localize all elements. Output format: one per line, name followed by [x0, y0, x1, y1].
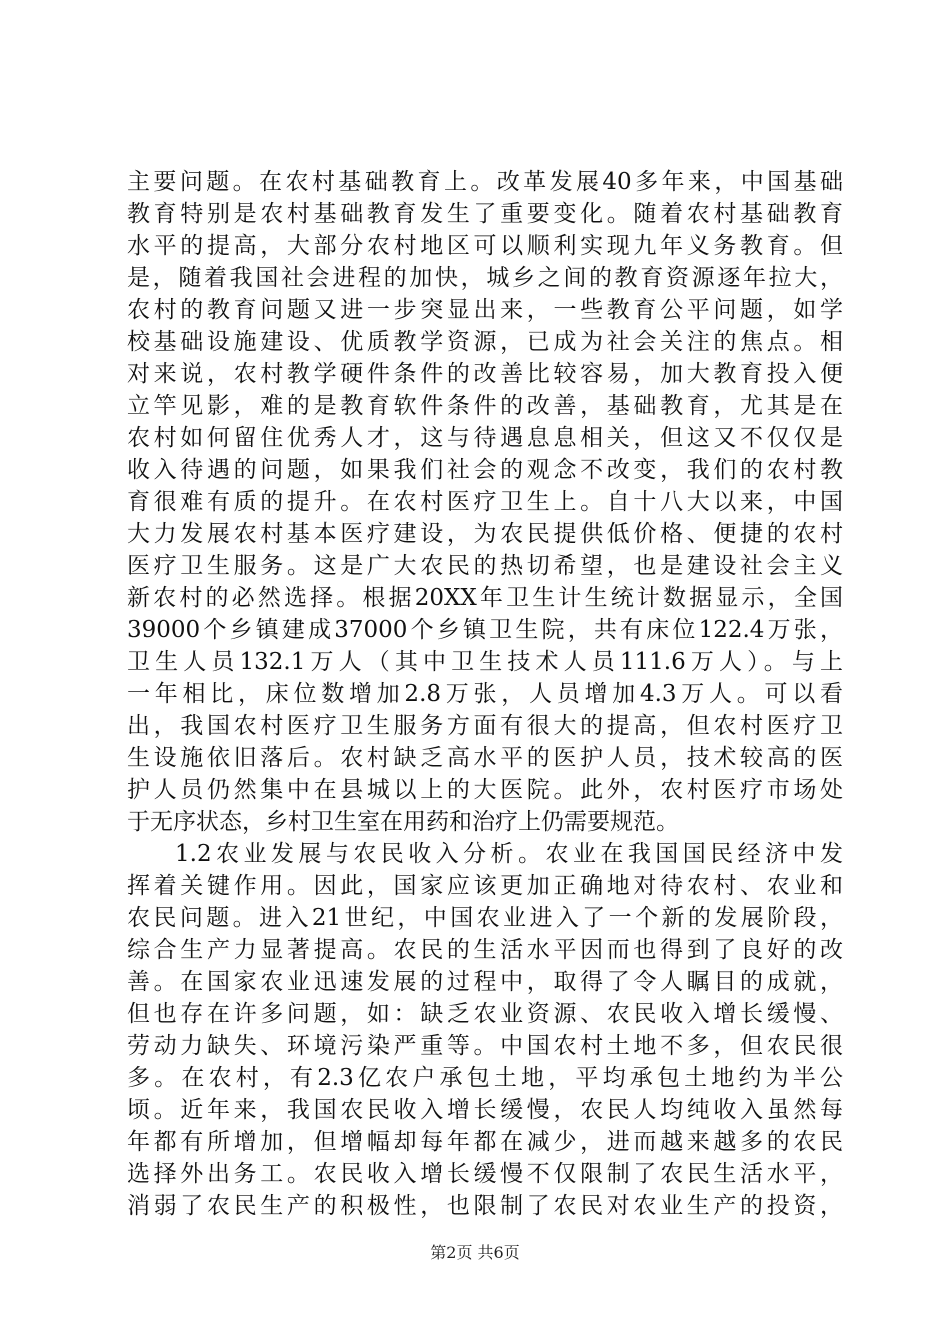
- text-line: 收入待遇的问题，如果我们社会的观念不改变，我们的农村教: [127, 457, 843, 483]
- body-text: [127, 166, 843, 1222]
- text-line: 但也存在许多问题，如：缺乏农业资源、农民收入增长缓慢、: [127, 1001, 843, 1027]
- text-line: 护人员仍然集中在县城以上的大医院。此外，农村医疗市场处: [127, 777, 843, 803]
- text-line: 劳动力缺失、环境污染严重等。中国农村土地不多，但农民很: [127, 1033, 843, 1059]
- text-line: 是，随着我国社会进程的加快，城乡之间的教育资源逐年拉大，: [127, 265, 843, 291]
- text-line: 水平的提高，大部分农村地区可以顺利实现九年义务教育。但: [127, 233, 843, 259]
- text-line: 卫生人员132.1万人（其中卫生技术人员111.6万人）。与上: [127, 649, 843, 675]
- text-line: 综合生产力显著提高。农民的生活水平因而也得到了良好的改: [127, 937, 843, 963]
- text-line: 年都有所增加，但增幅却每年都在减少，进而越来越多的农民: [127, 1129, 843, 1155]
- section-heading-line: 1.2农业发展与农民收入分析。农业在我国国民经济中发: [175, 841, 843, 867]
- text-line: 对来说，农村教学硬件条件的改善比较容易，加大教育投入便: [127, 361, 843, 387]
- text-line: 大力发展农村基本医疗建设，为农民提供低价格、便捷的农村: [127, 521, 843, 547]
- text-line: 出，我国农村医疗卫生服务方面有很大的提高，但农村医疗卫: [127, 713, 843, 739]
- text-line: 农民问题。进入21世纪，中国农业进入了一个新的发展阶段，: [127, 905, 843, 931]
- text-line: 农村如何留住优秀人才，这与待遇息息相关，但这又不仅仅是: [127, 425, 843, 451]
- text-line: 39000个乡镇建成37000个乡镇卫生院，共有床位122.4万张，: [127, 617, 843, 643]
- text-line: 选择外出务工。农民收入增长缓慢不仅限制了农民生活水平，: [127, 1161, 843, 1187]
- text-line: 顷。近年来，我国农民收入增长缓慢，农民人均纯收入虽然每: [127, 1097, 843, 1123]
- text-line: 于无序状态，乡村卫生室在用药和治疗上仍需要规范。: [127, 809, 679, 835]
- text-line: 育很难有质的提升。在农村医疗卫生上。自十八大以来，中国: [127, 489, 843, 515]
- text-line: 生设施依旧落后。农村缺乏高水平的医护人员，技术较高的医: [127, 745, 843, 771]
- text-line: 农村的教育问题又进一步突显出来，一些教育公平问题，如学: [127, 297, 843, 323]
- text-line: 挥着关键作用。因此，国家应该更加正确地对待农村、农业和: [127, 873, 843, 899]
- text-line: 消弱了农民生产的积极性，也限制了农民对农业生产的投资，: [127, 1193, 843, 1219]
- text-line: 善。在国家农业迅速发展的过程中，取得了令人瞩目的成就，: [127, 969, 843, 995]
- text-line: 一年相比，床位数增加2.8万张，人员增加4.3万人。可以看: [127, 681, 843, 707]
- text-line: 教育特别是农村基础教育发生了重要变化。随着农村基础教育: [127, 201, 843, 227]
- page-number-footer: 第2页 共6页: [430, 1243, 520, 1262]
- text-line: 多。在农村，有2.3亿农户承包土地，平均承包土地约为半公: [127, 1065, 843, 1091]
- text-line: 主要问题。在农村基础教育上。改革发展40多年来，中国基础: [127, 169, 843, 195]
- text-line: 新农村的必然选择。根据20XX年卫生计生统计数据显示，全国: [127, 585, 843, 611]
- text-line: 立竿见影，难的是教育软件条件的改善，基础教育，尤其是在: [127, 393, 843, 419]
- text-line: 校基础设施建设、优质教学资源，已成为社会关注的焦点。相: [127, 329, 843, 355]
- text-line: 医疗卫生服务。这是广大农民的热切希望，也是建设社会主义: [127, 553, 843, 579]
